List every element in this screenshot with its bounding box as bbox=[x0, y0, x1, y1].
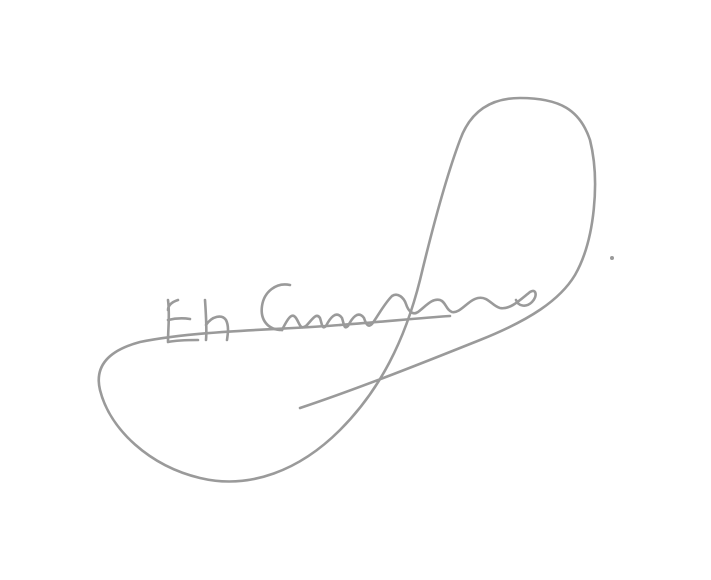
signature-loop-stroke bbox=[99, 98, 595, 481]
signature-dot bbox=[610, 256, 614, 260]
signature-letters-scribble bbox=[282, 291, 536, 330]
signature-baseline-stroke bbox=[340, 316, 450, 325]
